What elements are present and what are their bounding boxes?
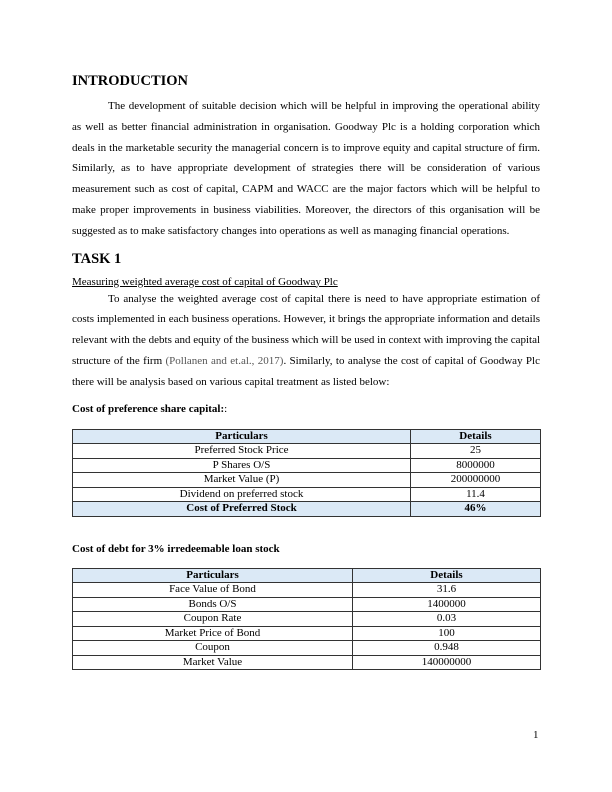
table-cell: Dividend on preferred stock: [73, 487, 411, 502]
table-cell: 140000000: [353, 655, 541, 670]
task1-paragraph: [72, 289, 540, 393]
table-cell: Market Value (P): [73, 473, 411, 488]
preference-table: [72, 429, 541, 517]
table-header-row: [73, 429, 541, 444]
preference-label-suffix: :: [224, 402, 228, 415]
table-cell: 11.4: [411, 487, 541, 502]
task1-paragraph-text: To analyse the weighted average cost of capital there is need to have appropriate estimation of costs implemented in each business operations. However, it brings the appropriate information and details relevant with the debts and equity of the business which will be used in context with improving the capital structure of the firm: [72, 292, 541, 367]
intro-paragraph: The development of suitable decision which will be helpful in improving the operational ability as well as better financial administration in organisation. Goodway Plc is a holding corporation which deals in the marketable security the managerial concern is to improve equity and capital structure of firm. Similarly, as to have appropriate development of strategies there will be consideration of various measurement such as cost of capital, CAPM and WACC are the major factors which will be helpful to make proper improvements in business viabilities. Moreover, the directors of this organisation will be suggested as to make satisfactory changes into operations as well as managing financial operations.: [72, 100, 540, 237]
table-row: [73, 583, 541, 598]
table-row: [73, 641, 541, 656]
table-cell: Bonds O/S: [73, 597, 353, 612]
table-cell: Coupon Rate: [73, 612, 353, 627]
column-header: Particulars: [73, 429, 411, 444]
column-header: Particulars: [73, 568, 353, 583]
preference-label: [72, 402, 540, 416]
table-cell: 31.6: [353, 583, 541, 598]
table-row: [73, 655, 541, 670]
debt-table: [72, 568, 541, 671]
table-cell: 200000000: [411, 473, 541, 488]
table-row: [73, 612, 541, 627]
table-cell: 1400000: [353, 597, 541, 612]
table-cell: Coupon: [73, 641, 353, 656]
table-cell: Market Price of Bond: [73, 626, 353, 641]
table-cell: 25: [411, 444, 541, 459]
table-cell: Market Value: [73, 655, 353, 670]
table-header-row: [73, 568, 541, 583]
task1-paragraph-end: . Similarly, to analyse the cost of capital of Goodway Plc there will be analysis based on various capital treatment as listed below:: [72, 354, 540, 388]
table-row: [73, 626, 541, 641]
table-row: [73, 597, 541, 612]
table-cell: Face Value of Bond: [73, 583, 353, 598]
column-header: Details: [411, 429, 541, 444]
table-cell: Preferred Stock Price: [73, 444, 411, 459]
citation: (Pollanen and et.al., 2017): [165, 354, 284, 367]
table-cell: 46%: [411, 502, 541, 517]
table-row: [73, 458, 541, 473]
table-cell: Cost of Preferred Stock: [73, 502, 411, 517]
table-row: [73, 444, 541, 459]
page-number: 1: [533, 729, 539, 741]
debt-label: Cost of debt for 3% irredeemable loan stock: [72, 542, 280, 555]
task1-heading: TASK 1: [72, 250, 122, 267]
table-cell: 0.03: [353, 612, 541, 627]
table-cell: 8000000: [411, 458, 541, 473]
table-row: [73, 487, 541, 502]
column-header: Details: [353, 568, 541, 583]
task1-subheading: Measuring weighted average cost of capital of Goodway Plc: [72, 275, 338, 288]
page-content: [72, 70, 540, 670]
table-total-row: [73, 502, 541, 517]
intro-heading: INTRODUCTION: [72, 73, 189, 89]
table-cell: P Shares O/S: [73, 458, 411, 473]
table-cell: 100: [353, 626, 541, 641]
table-cell: 0.948: [353, 641, 541, 656]
table-row: [73, 473, 541, 488]
preference-label-text: Cost of preference share capital:: [72, 402, 225, 415]
